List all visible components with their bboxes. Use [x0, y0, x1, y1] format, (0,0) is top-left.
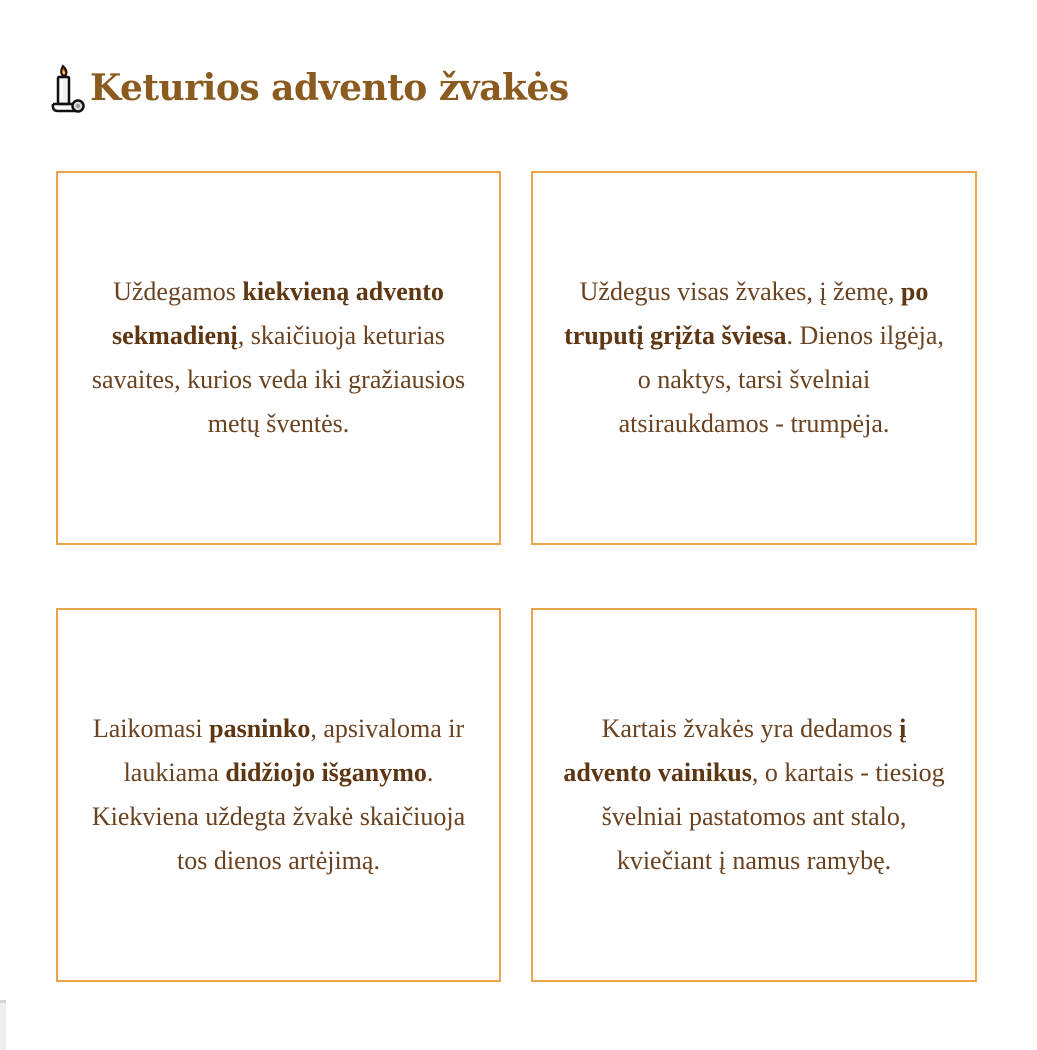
info-card-advent-wreath	[531, 608, 977, 982]
card-text-segment: , o kartais - tiesiog švelniai pastatomos ant stalo, kviečiant į namus ramybę.	[601, 758, 945, 875]
card-text-segment: Kartais žvakės yra dedamos	[601, 714, 900, 743]
card-text-emphasis: į advento vainikus	[563, 714, 907, 787]
card-text-segment: . Kiekviena uždegta žvakė skaičiuoja tos dienos artėjimą.	[91, 758, 466, 875]
card-text-emphasis: didžiojo išganymo	[225, 758, 427, 787]
card-text	[86, 707, 471, 883]
card-text	[561, 707, 947, 883]
card-text	[561, 270, 947, 446]
info-card-weekly-lighting	[56, 171, 501, 545]
card-text-segment: Uždegamos	[113, 277, 243, 306]
title-text: Keturios advento žvakės	[90, 67, 569, 109]
page-title	[50, 60, 569, 116]
card-text-emphasis: pasninko	[209, 714, 311, 743]
page-edge-fragment	[0, 1000, 6, 1050]
card-text-segment: Laikomasi	[92, 714, 210, 743]
card-text-emphasis: kiekvieną advento sekmadienį	[112, 277, 444, 350]
card-text-segment: . Dienos ilgėja, o naktys, tarsi švelniai atsiraukdamos - trumpėja.	[618, 321, 944, 438]
card-text-emphasis: po truputį grįžta šviesa	[564, 277, 929, 350]
card-text-segment: , apsivaloma ir laukiama	[123, 714, 465, 787]
info-card-light-returns	[531, 171, 977, 545]
card-text-segment: , skaičiuoja keturias savaites, kurios veda iki gražiausios metų šventės.	[91, 321, 466, 438]
card-text	[86, 270, 471, 446]
info-card-fasting	[56, 608, 501, 982]
card-text-segment: Uždegus visas žvakes, į žemę,	[579, 277, 901, 306]
candle-icon	[50, 62, 88, 114]
